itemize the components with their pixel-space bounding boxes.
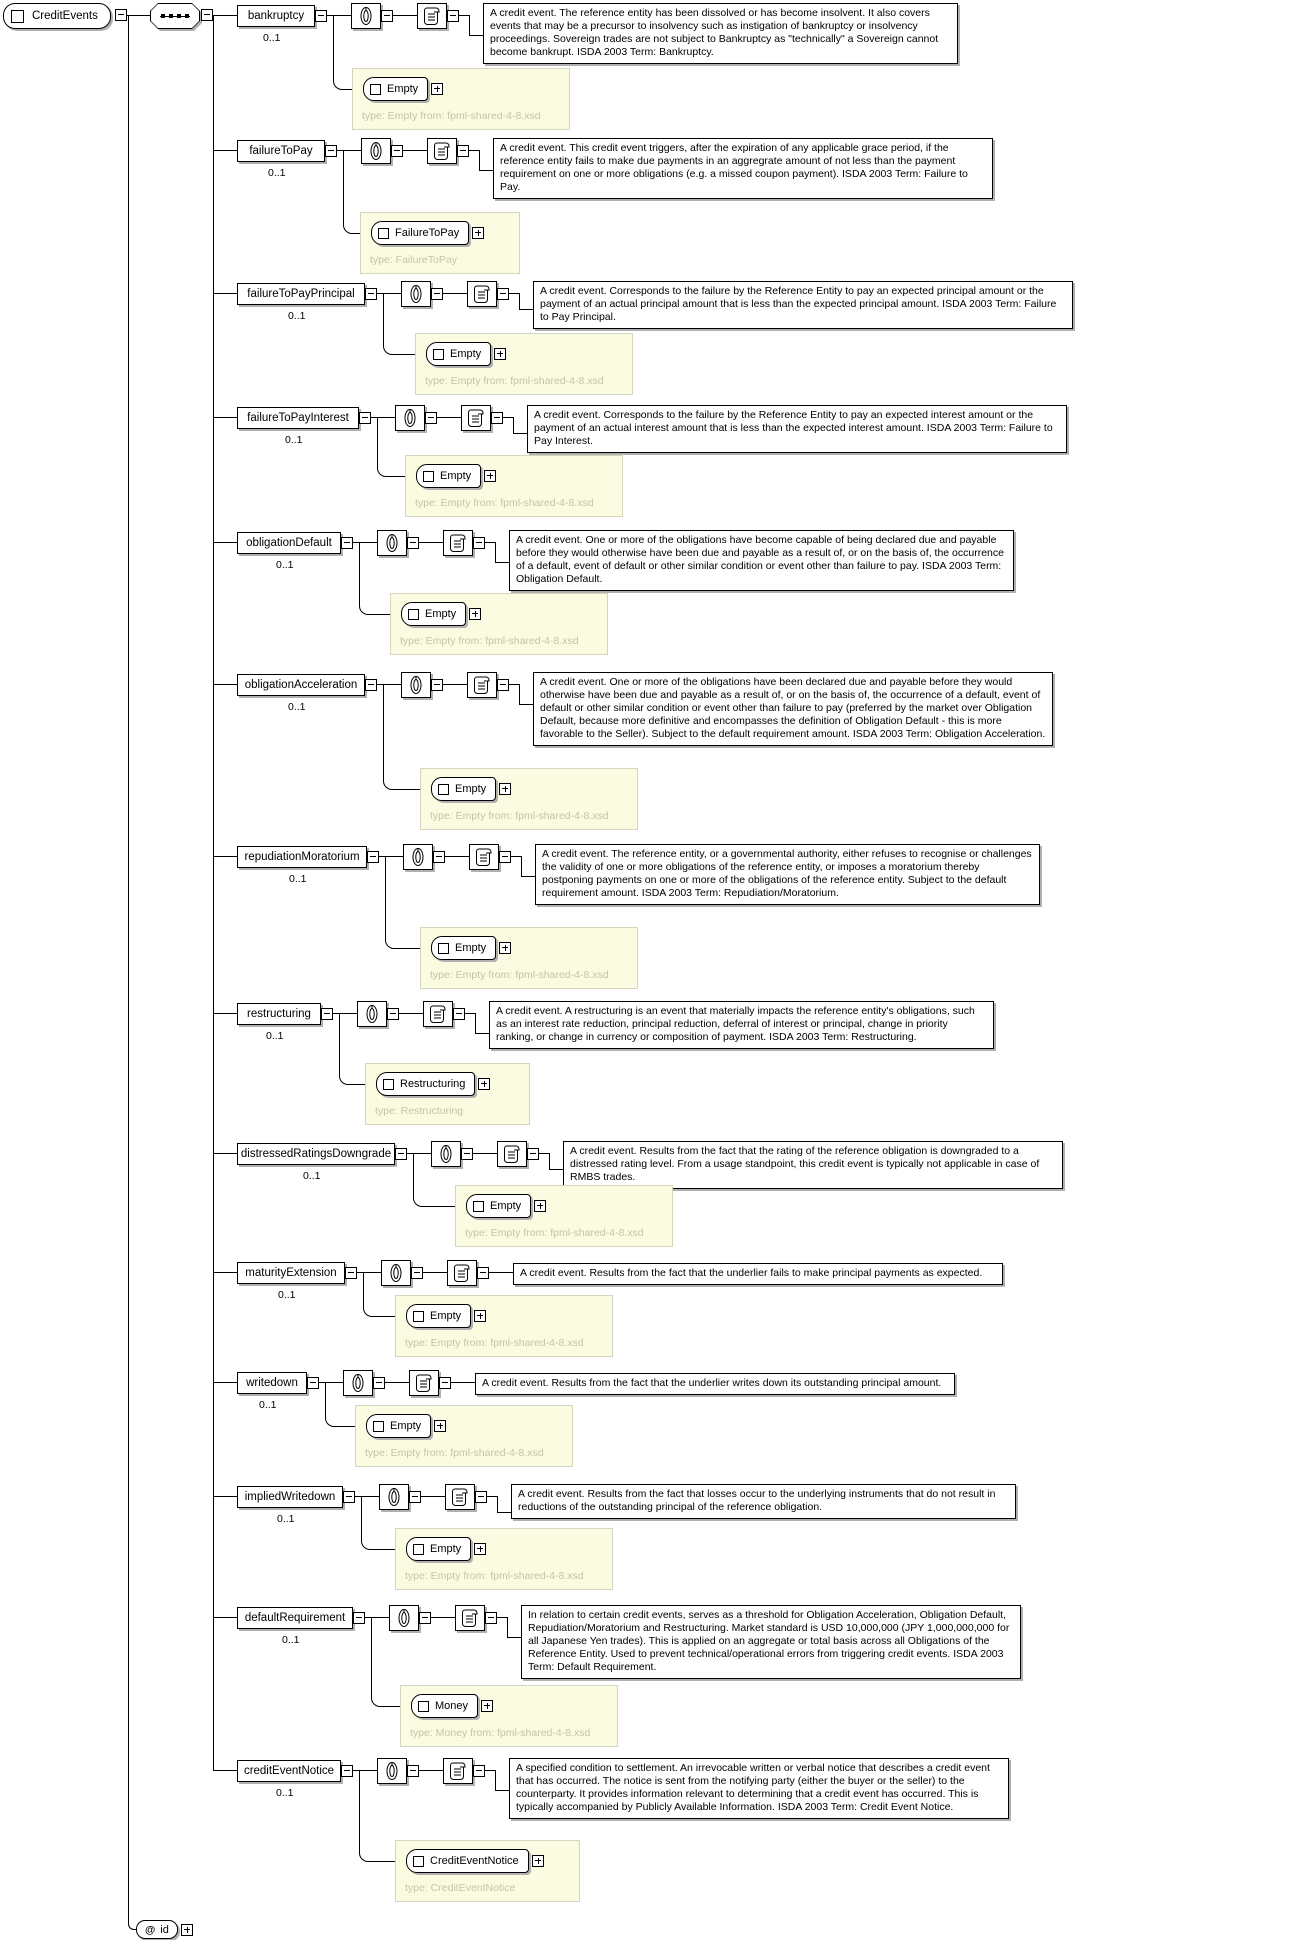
expand-icon[interactable] bbox=[532, 1855, 544, 1867]
connector-line bbox=[213, 1770, 237, 1771]
type-box bbox=[420, 927, 638, 989]
connector-line bbox=[213, 542, 237, 543]
scroll-icon bbox=[447, 1260, 477, 1286]
collapse-icon[interactable] bbox=[407, 537, 419, 549]
collapse-icon[interactable] bbox=[345, 1267, 357, 1279]
type-name: CreditEventNotice bbox=[430, 1855, 519, 1867]
element-node-failuretopayprincipal[interactable] bbox=[237, 283, 365, 305]
collapse-icon[interactable] bbox=[341, 537, 353, 549]
documentation-text: A credit event. A restructuring is an event that materially impacts the reference entity's obligations, such as an interest rate reduction, principal reduction, deferral of interest or principal, change in priority ranking, or change in currency or composition of payment. ISDA 2003 Term: Restructuring. bbox=[489, 1001, 994, 1049]
element-marker-icon bbox=[438, 943, 449, 954]
collapse-icon[interactable] bbox=[115, 9, 127, 21]
documentation-text: A specified condition to settlement. An irrevocable written or verbal notice that describes a credit event that has occurred. The notice is sent from the notifying party (either the buyer or the seller) to the counterparty. It provides information relevant to determining that a credit event has occurred. This is typically accompanied by Publicly Available Information. ISDA 2003 Term: Credit Event Notice. bbox=[509, 1758, 1009, 1819]
connector-line bbox=[421, 1496, 445, 1497]
type-node[interactable] bbox=[406, 1304, 471, 1328]
type-node[interactable] bbox=[466, 1194, 531, 1218]
collapse-icon[interactable] bbox=[499, 851, 511, 863]
collapse-icon[interactable] bbox=[527, 1148, 539, 1160]
expand-icon[interactable] bbox=[499, 942, 511, 954]
element-marker-icon bbox=[370, 84, 381, 95]
collapse-icon[interactable] bbox=[419, 1612, 431, 1624]
expand-icon[interactable] bbox=[484, 470, 496, 482]
element-marker-icon bbox=[473, 1201, 484, 1212]
connector-line bbox=[443, 293, 467, 294]
collapse-icon[interactable] bbox=[485, 1612, 497, 1624]
expand-icon[interactable] bbox=[481, 1700, 493, 1712]
collapse-icon[interactable] bbox=[477, 1267, 489, 1279]
element-node-obligationacceleration[interactable] bbox=[237, 674, 365, 696]
element-marker-icon bbox=[433, 349, 444, 360]
element-marker-icon bbox=[373, 1421, 384, 1432]
element-node-maturityextension[interactable] bbox=[237, 1262, 345, 1284]
collapse-icon[interactable] bbox=[381, 10, 393, 22]
collapse-icon[interactable] bbox=[431, 288, 443, 300]
cardinality-label: 0..1 bbox=[276, 559, 294, 571]
type-node[interactable] bbox=[411, 1694, 478, 1718]
scroll-icon bbox=[423, 1001, 453, 1027]
type-caption: type: Empty from: fpml-shared-4-8.xsd bbox=[405, 1337, 584, 1349]
scroll-icon bbox=[497, 1141, 527, 1167]
connector-line bbox=[393, 15, 417, 16]
connector-line bbox=[403, 150, 427, 151]
collapse-icon[interactable] bbox=[321, 1008, 333, 1020]
element-name: obligationDefault bbox=[246, 537, 332, 549]
connector-line bbox=[213, 15, 237, 16]
connector-line bbox=[213, 293, 237, 294]
collapse-icon[interactable] bbox=[473, 537, 485, 549]
root-element-label: CreditEvents bbox=[32, 10, 98, 22]
connector-line bbox=[487, 1486, 511, 1514]
scroll-icon bbox=[417, 3, 447, 29]
collapse-icon[interactable] bbox=[475, 1491, 487, 1503]
collapse-icon[interactable] bbox=[447, 10, 459, 22]
attribute-node-id[interactable] bbox=[136, 1920, 178, 1939]
expand-icon[interactable] bbox=[494, 348, 506, 360]
type-box bbox=[405, 455, 623, 517]
sequence-trunk-line bbox=[213, 15, 214, 1771]
type-caption: type: Empty from: fpml-shared-4-8.xsd bbox=[362, 110, 541, 122]
connector-line bbox=[489, 1272, 513, 1273]
type-box bbox=[400, 1685, 618, 1747]
scroll-icon bbox=[467, 672, 497, 698]
type-caption: type: Empty from: fpml-shared-4-8.xsd bbox=[430, 969, 609, 981]
collapse-icon[interactable] bbox=[325, 145, 337, 157]
type-box bbox=[355, 1405, 573, 1467]
type-box bbox=[395, 1528, 613, 1590]
collapse-icon[interactable] bbox=[387, 1008, 399, 1020]
attribute-at-icon: @ bbox=[145, 1923, 156, 1936]
connector-line bbox=[443, 684, 467, 685]
type-node[interactable] bbox=[406, 1537, 471, 1561]
type-node[interactable] bbox=[376, 1072, 475, 1096]
cardinality-label: 0..1 bbox=[289, 873, 307, 885]
connector-line bbox=[213, 1617, 237, 1618]
element-name: failureToPayPrincipal bbox=[247, 288, 355, 300]
scroll-icon bbox=[427, 138, 457, 164]
connector-line bbox=[445, 856, 469, 857]
cardinality-label: 0..1 bbox=[288, 310, 306, 322]
element-node-distressedratingsdowngrade[interactable] bbox=[237, 1143, 395, 1165]
connector-line bbox=[485, 1760, 509, 1792]
type-caption: type: Money from: fpml-shared-4-8.xsd bbox=[410, 1727, 591, 1739]
collapse-icon[interactable] bbox=[409, 1491, 421, 1503]
type-box bbox=[415, 333, 633, 395]
element-name: bankruptcy bbox=[247, 10, 305, 22]
cardinality-label: 0..1 bbox=[282, 1634, 300, 1646]
cardinality-label: 0..1 bbox=[263, 32, 281, 44]
collapse-icon[interactable] bbox=[343, 1491, 355, 1503]
type-caption: type: Empty from: fpml-shared-4-8.xsd bbox=[400, 635, 579, 647]
connector-line bbox=[213, 684, 237, 685]
connector-line bbox=[539, 1143, 563, 1171]
type-name: Empty bbox=[430, 1310, 462, 1322]
type-node[interactable] bbox=[426, 342, 491, 366]
documentation-text: A credit event. Corresponds to the failure by the Reference Entity to pay an expected interest amount or the payment of an actual interest amount that is less than the expected interest amount. ISDA 2003 Term: Failure to Pay Interest. bbox=[527, 405, 1067, 453]
connector-line bbox=[485, 532, 509, 564]
collapse-icon[interactable] bbox=[395, 1148, 407, 1160]
element-name: maturityExtension bbox=[245, 1267, 337, 1279]
cardinality-label: 0..1 bbox=[276, 1787, 294, 1799]
connector-line bbox=[419, 1770, 443, 1771]
expand-icon[interactable] bbox=[474, 1543, 486, 1555]
connector-line bbox=[511, 846, 535, 878]
connector-line bbox=[385, 1382, 409, 1383]
expand-icon[interactable] bbox=[434, 1420, 446, 1432]
documentation-text: A credit event. This credit event triggers, after the expiration of any applicable grace period, if the reference entity fails to make due payments in an aggregrate amount of not less than the payment requirement on one or more obligations (e.g. a missed coupon payment). ISDA 2003 Term: Failure to Pay. bbox=[493, 138, 993, 199]
element-node-crediteventnotice[interactable] bbox=[237, 1760, 341, 1782]
connector-line bbox=[126, 15, 150, 16]
type-caption: type: Empty from: fpml-shared-4-8.xsd bbox=[430, 810, 609, 822]
sequence-icon bbox=[150, 3, 200, 29]
connector-line bbox=[213, 856, 237, 857]
sequence-compositor bbox=[150, 3, 200, 29]
connector-line bbox=[459, 5, 483, 37]
documentation-text: A credit event. The reference entity has been dissolved or has become insolvent. It also covers events that may be a precursor to insolvency such as instigation of bankruptcy or insolvency proceedings. Sovereign trades are not subject to Bankruptcy as "technically" a Sovereign cannot become bankrupt. ISDA 2003 Term: Bankruptcy. bbox=[483, 3, 958, 64]
element-node-repudiationmoratorium[interactable] bbox=[237, 846, 367, 868]
scroll-icon bbox=[461, 405, 491, 431]
connector-line bbox=[451, 1382, 475, 1383]
collapse-icon[interactable] bbox=[453, 1008, 465, 1020]
collapse-icon[interactable] bbox=[367, 851, 379, 863]
type-name: Empty bbox=[390, 1420, 422, 1432]
cardinality-label: 0..1 bbox=[303, 1170, 321, 1182]
type-name: Empty bbox=[455, 783, 487, 795]
collapse-icon[interactable] bbox=[391, 145, 403, 157]
collapse-icon[interactable] bbox=[433, 851, 445, 863]
type-name: Empty bbox=[490, 1200, 522, 1212]
element-name: obligationAcceleration bbox=[244, 679, 358, 691]
element-name: writedown bbox=[246, 1377, 298, 1389]
connector-line bbox=[431, 1617, 455, 1618]
element-marker-icon bbox=[423, 471, 434, 482]
cardinality-label: 0..1 bbox=[259, 1399, 277, 1411]
documentation-text: A credit event. The reference entity, or a governmental authority, either refuses to recognise or challenges the validity of one or more obligations of the reference entity, or imposes a moratorium thereby postponing payments on one or more of the obligations of the reference entity. Subject to the default requirement amount. ISDA 2003 Term: Repudiation/Moratorium. bbox=[535, 844, 1040, 905]
expand-icon[interactable] bbox=[472, 227, 484, 239]
connector-line bbox=[497, 1607, 521, 1639]
type-box bbox=[420, 768, 638, 830]
expand-icon[interactable] bbox=[431, 83, 443, 95]
attribute-name: id bbox=[160, 1923, 169, 1936]
type-node[interactable] bbox=[371, 221, 469, 245]
connector-line bbox=[503, 407, 527, 435]
element-marker-icon bbox=[413, 1856, 424, 1867]
element-marker-icon bbox=[438, 784, 449, 795]
type-box bbox=[365, 1063, 530, 1125]
type-name: Empty bbox=[387, 83, 419, 95]
scroll-icon bbox=[455, 1605, 485, 1631]
scroll-icon bbox=[443, 530, 473, 556]
connector-line bbox=[399, 1013, 423, 1014]
type-caption: type: Empty from: fpml-shared-4-8.xsd bbox=[415, 497, 594, 509]
documentation-text: In relation to certain credit events, serves as a threshold for Obligation Acceleration, Obligation Default, Repudiation/Moratorium and Restructuring. Market standard is USD 10,000,000 (JPY 1,000,000,000 for all Japanese Yen trades). This is applied on an aggregate or total basis across all Obligations of the Reference Entity. Used to prevent technical/operational errors from triggering credit events. ISDA 2003 Term: Default Requirement. bbox=[521, 1605, 1021, 1679]
expand-icon[interactable] bbox=[478, 1078, 490, 1090]
type-node[interactable] bbox=[431, 936, 496, 960]
collapse-icon[interactable] bbox=[473, 1765, 485, 1777]
element-node-bankruptcy[interactable] bbox=[237, 5, 315, 27]
expand-icon[interactable] bbox=[474, 1310, 486, 1322]
expand-icon[interactable] bbox=[499, 783, 511, 795]
collapse-icon[interactable] bbox=[365, 288, 377, 300]
expand-icon[interactable] bbox=[534, 1200, 546, 1212]
collapse-icon[interactable] bbox=[425, 412, 437, 424]
type-node[interactable] bbox=[416, 464, 481, 488]
collapse-icon[interactable] bbox=[307, 1377, 319, 1389]
documentation-text: A credit event. Results from the fact that losses occur to the underlying instruments that do not result in reductions of the outstanding principal of the reference obligation. bbox=[511, 1484, 1016, 1519]
element-name: restructuring bbox=[247, 1008, 311, 1020]
attribute-trunk-line bbox=[128, 16, 137, 1930]
documentation-text: A credit event. One or more of the obligations have become capable of being declared due and payable before they would otherwise have been due and payable as a result of, or on the basis of, the occurrence of a default, event of default or other similar condition or event other than failure to pay. ISDA 2003 Term: Obligation Default. bbox=[509, 530, 1014, 591]
scroll-icon bbox=[443, 1758, 473, 1784]
cardinality-label: 0..1 bbox=[266, 1030, 284, 1042]
type-name: Restructuring bbox=[400, 1078, 466, 1090]
documentation-text: A credit event. Results from the fact that the underlier writes down its outstanding principal amount. bbox=[475, 1373, 955, 1395]
cardinality-label: 0..1 bbox=[277, 1513, 295, 1525]
type-box bbox=[395, 1295, 613, 1357]
type-name: Empty bbox=[430, 1543, 462, 1555]
connector-line bbox=[213, 1382, 237, 1383]
element-node-impliedwritedown[interactable] bbox=[237, 1486, 343, 1508]
connector-line bbox=[213, 150, 237, 151]
cardinality-label: 0..1 bbox=[278, 1289, 296, 1301]
type-box bbox=[390, 593, 608, 655]
connector-line bbox=[213, 1272, 237, 1273]
collapse-icon[interactable] bbox=[315, 10, 327, 22]
element-name: defaultRequirement bbox=[244, 1612, 346, 1624]
type-caption: type: Restructuring bbox=[375, 1105, 464, 1117]
element-marker-icon bbox=[11, 10, 24, 23]
cardinality-label: 0..1 bbox=[288, 701, 306, 713]
connector-line bbox=[437, 417, 461, 418]
type-name: Money bbox=[435, 1700, 469, 1712]
type-box bbox=[360, 212, 520, 274]
connector-line bbox=[213, 1013, 237, 1014]
type-caption: type: FailureToPay bbox=[370, 254, 457, 266]
element-name: repudiationMoratorium bbox=[244, 851, 360, 863]
collapse-icon[interactable] bbox=[497, 288, 509, 300]
element-name: failureToPayInterest bbox=[247, 412, 349, 424]
collapse-icon[interactable] bbox=[373, 1377, 385, 1389]
element-marker-icon bbox=[413, 1544, 424, 1555]
type-box bbox=[352, 68, 570, 130]
scroll-icon bbox=[467, 281, 497, 307]
collapse-icon[interactable] bbox=[491, 412, 503, 424]
type-node[interactable] bbox=[431, 777, 496, 801]
collapse-icon[interactable] bbox=[201, 9, 213, 21]
element-name: distressedRatingsDowngrade bbox=[240, 1148, 392, 1160]
element-node-restructuring[interactable] bbox=[237, 1003, 321, 1025]
scroll-icon bbox=[409, 1370, 439, 1396]
root-element-creditevents[interactable] bbox=[3, 3, 111, 29]
documentation-text: A credit event. One or more of the obligations have been declared due and payable before they would otherwise have been due and payable as a result of, or on the basis of, the occurrence of a default, event of default or other similar condition or event other than failure to pay (preferred by the market over Obligation Default, because more definitive and encompasses the definition of Obligation Default - this is more favorable to the Seller). Subject to the default requirement amount. ISDA 2003 Term: Obligation Acceleration. bbox=[533, 672, 1053, 746]
expand-icon[interactable] bbox=[181, 1924, 193, 1936]
type-caption: type: Empty from: fpml-shared-4-8.xsd bbox=[425, 375, 604, 387]
element-name: failureToPay bbox=[249, 145, 313, 157]
connector-line bbox=[509, 283, 533, 311]
collapse-icon[interactable] bbox=[365, 679, 377, 691]
type-name: Empty bbox=[425, 608, 457, 620]
documentation-text: A credit event. Results from the fact that the rating of the reference obligation is downgraded to a distressed rating level. From a usage standpoint, this credit event is typically not applicable in case of RMBS trades. bbox=[563, 1141, 1063, 1189]
type-name: FailureToPay bbox=[395, 227, 460, 239]
expand-icon[interactable] bbox=[469, 608, 481, 620]
type-node[interactable] bbox=[406, 1849, 529, 1873]
documentation-text: A credit event. Corresponds to the failure by the Reference Entity to pay an expected principal amount or the payment of an actual principal amount that is less than the expected principal amount. ISDA 2003 Term: Failure to Pay Principal. bbox=[533, 281, 1073, 329]
type-node[interactable] bbox=[401, 602, 466, 626]
type-name: Empty bbox=[450, 348, 482, 360]
element-node-obligationdefault[interactable] bbox=[237, 532, 341, 554]
element-name: creditEventNotice bbox=[243, 1765, 335, 1777]
connector-line bbox=[213, 1496, 237, 1497]
collapse-icon[interactable] bbox=[341, 1765, 353, 1777]
element-node-writedown[interactable] bbox=[237, 1372, 307, 1394]
connector-line bbox=[465, 1003, 489, 1035]
type-node[interactable] bbox=[366, 1414, 431, 1438]
type-box bbox=[455, 1185, 673, 1247]
collapse-icon[interactable] bbox=[497, 679, 509, 691]
collapse-icon[interactable] bbox=[439, 1377, 451, 1389]
connector-line bbox=[213, 417, 237, 418]
element-node-failuretopayinterest[interactable] bbox=[237, 407, 359, 429]
type-caption: type: Empty from: fpml-shared-4-8.xsd bbox=[365, 1447, 544, 1459]
element-marker-icon bbox=[418, 1701, 429, 1712]
collapse-icon[interactable] bbox=[359, 412, 371, 424]
connector-line bbox=[509, 674, 533, 706]
type-caption: type: Empty from: fpml-shared-4-8.xsd bbox=[465, 1227, 644, 1239]
connector-line bbox=[423, 1272, 447, 1273]
type-box bbox=[395, 1840, 580, 1902]
connector-line bbox=[469, 140, 493, 172]
connector-line bbox=[473, 1153, 497, 1154]
element-marker-icon bbox=[408, 609, 419, 620]
element-node-failuretopay[interactable] bbox=[237, 140, 325, 162]
type-caption: type: Empty from: fpml-shared-4-8.xsd bbox=[405, 1570, 584, 1582]
type-node[interactable] bbox=[363, 77, 428, 101]
element-node-defaultrequirement[interactable] bbox=[237, 1607, 353, 1629]
element-marker-icon bbox=[383, 1079, 394, 1090]
type-name: Empty bbox=[440, 470, 472, 482]
element-name: impliedWritedown bbox=[244, 1491, 336, 1503]
collapse-icon[interactable] bbox=[411, 1267, 423, 1279]
connector-line bbox=[419, 542, 443, 543]
collapse-icon[interactable] bbox=[353, 1612, 365, 1624]
scroll-icon bbox=[469, 844, 499, 870]
connector-line bbox=[213, 1153, 237, 1154]
type-name: Empty bbox=[455, 942, 487, 954]
collapse-icon[interactable] bbox=[457, 145, 469, 157]
cardinality-label: 0..1 bbox=[285, 434, 303, 446]
documentation-text: A credit event. Results from the fact that the underlier fails to make principal payments as expected. bbox=[513, 1263, 1003, 1285]
element-marker-icon bbox=[413, 1311, 424, 1322]
scroll-icon bbox=[445, 1484, 475, 1510]
cardinality-label: 0..1 bbox=[268, 167, 286, 179]
type-caption: type: CreditEventNotice bbox=[405, 1882, 516, 1894]
element-marker-icon bbox=[378, 228, 389, 239]
collapse-icon[interactable] bbox=[407, 1765, 419, 1777]
